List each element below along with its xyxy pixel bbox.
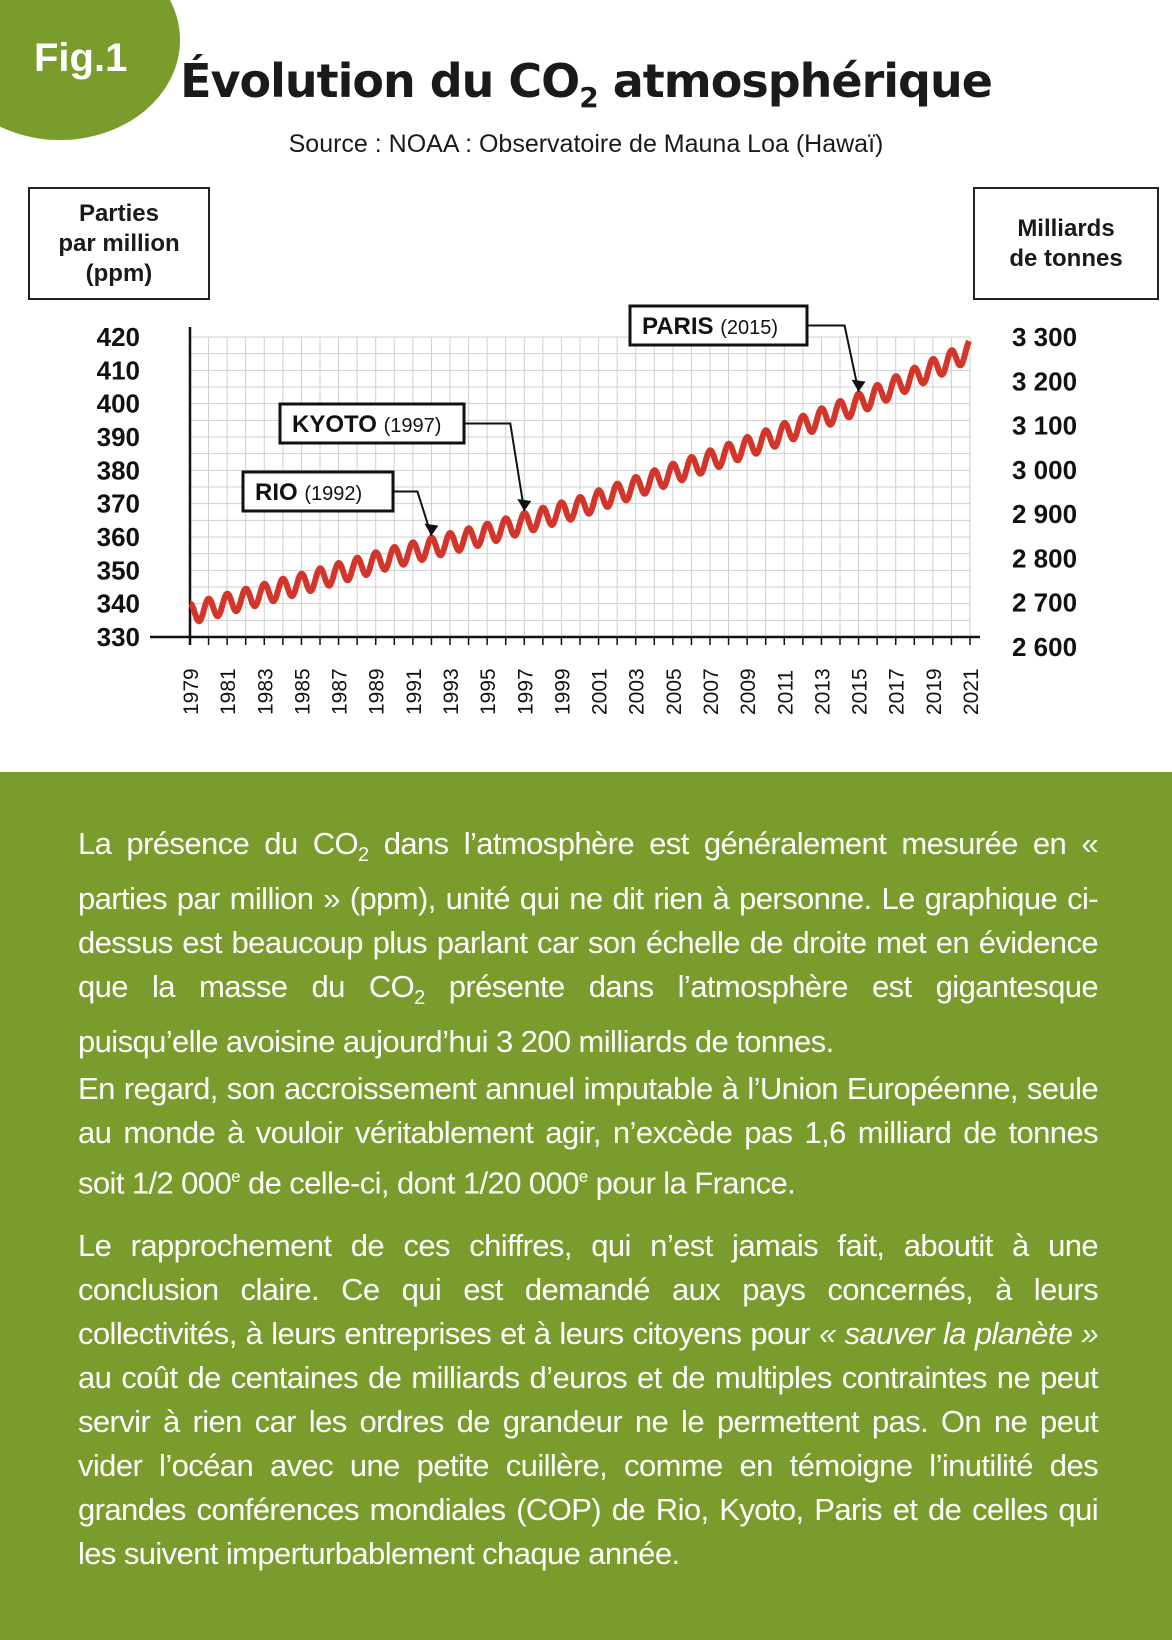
p1-part-c: présente dans l’atmosphère est gigantesque puisqu’elle avoisine aujourd’hui 3 200 milliards de tonnes. — [78, 969, 1098, 1060]
p1-part-a: La présence du CO — [78, 826, 359, 861]
annotation-arrowhead-rio — [424, 524, 438, 536]
y-right-tick-label: 2 800 — [1012, 543, 1078, 574]
y-right-tick-label: 3 200 — [1012, 366, 1078, 397]
x-tick-label: 2021 — [960, 668, 983, 715]
y-tick-label: 370 — [96, 488, 140, 519]
y-right-tick-label: 2 700 — [1012, 587, 1078, 618]
p3-part-a: Le rapprochement de ces chiffres, qui n’est jamais fait, aboutit à une conclusion claire. Ce qui est demandé aux pays concernés, à leurs collectivités, à leurs entreprises et à leurs citoyens pour — [78, 1228, 1098, 1351]
x-tick-label: 2001 — [588, 668, 612, 715]
x-tick-label: 2011 — [774, 669, 798, 715]
p3-emphasis: « sauver la planète » — [819, 1316, 1098, 1351]
p1-subscript-2: 2 — [414, 987, 425, 1010]
y-tick-label: 410 — [96, 355, 140, 386]
y-right-tick-label: 3 300 — [1012, 322, 1078, 352]
paragraph-3 — [78, 1224, 1098, 1576]
annotation-arrow-rio — [393, 492, 431, 536]
y-right-tick-label: 2 600 — [1012, 632, 1078, 662]
p2-part-c: pour la France. — [587, 1165, 796, 1201]
p1-subscript-1: 2 — [358, 844, 369, 867]
annotation-label-kyoto: KYOTO (1997) — [292, 411, 442, 438]
paragraph-2 — [78, 1067, 1098, 1205]
right-unit-line-1: Milliards — [1017, 214, 1115, 242]
x-tick-label: 2003 — [625, 668, 649, 715]
figure-label: Fig.1 — [34, 36, 128, 80]
y-tick-label: 330 — [96, 622, 140, 652]
chart-source: Source : NOAA : Observatoire de Mauna Loa (Hawaï) — [288, 130, 884, 158]
x-tick-label: 2019 — [922, 668, 946, 715]
x-tick-label: 2015 — [848, 668, 872, 715]
x-tick-label: 2009 — [737, 668, 761, 715]
title-end: atmosphérique — [597, 54, 992, 108]
x-tick-label: 1987 — [328, 668, 352, 715]
y-tick-label: 390 — [96, 422, 140, 452]
right-unit-line-2: de tonnes — [1009, 244, 1123, 272]
x-tick-label: 2017 — [885, 668, 909, 715]
annotation-arrow-paris — [807, 326, 859, 392]
annotation-arrowhead-paris — [852, 380, 866, 392]
p1-part-b: dans l’atmosphère est généralement mesurée en « parties par million » (ppm), unité qui ne dit rien à personne. Le graphique ci-dessus est beaucoup plus parlant car son échelle de droite met en évidence que la masse du CO — [78, 826, 1098, 1005]
title-subscript: 2 — [579, 81, 598, 115]
x-tick-label: 1979 — [180, 668, 203, 715]
x-tick-label: 1989 — [365, 668, 389, 715]
x-tick-label: 2005 — [662, 668, 686, 715]
x-tick-label: 1991 — [402, 668, 426, 715]
co2-line-chart — [0, 300, 1172, 740]
annotation-arrowhead-kyoto — [517, 499, 531, 511]
x-tick-label: 1995 — [477, 668, 501, 715]
title-main: Évolution du CO — [180, 54, 580, 108]
x-tick-label: 1983 — [254, 668, 278, 715]
x-tick-label: 2007 — [700, 668, 723, 715]
y-tick-label: 360 — [96, 522, 140, 552]
y-tick-label: 380 — [96, 455, 140, 486]
x-tick-label: 1985 — [291, 668, 315, 715]
left-unit-line-2: par million — [58, 229, 180, 257]
annotation-label-paris: PARIS (2015) — [642, 313, 779, 340]
y-right-tick-label: 3 100 — [1012, 410, 1078, 441]
chart-title — [0, 54, 1172, 114]
p2-part-b: de celle-ci, dont 1/20 000 — [239, 1165, 579, 1201]
text-panel — [0, 772, 1172, 1640]
p2-superscript-2: e — [578, 1167, 588, 1186]
y-tick-label: 400 — [96, 388, 140, 419]
left-axis-unit-box — [28, 187, 210, 300]
y-tick-label: 350 — [96, 555, 140, 586]
right-axis-unit-box — [973, 187, 1159, 300]
y-tick-label: 340 — [96, 588, 140, 619]
y-right-tick-label: 3 000 — [1012, 454, 1078, 485]
annotation-label-rio: RIO (1992) — [255, 479, 363, 506]
p2-part-a: En regard, son accroissement annuel imputable à l’Union Européenne, seule au monde à vouloir véritablement agir, n’excède pas 1,6 milliard de tonnes soit 1/2 000 — [78, 1071, 1098, 1201]
x-tick-label: 1993 — [440, 668, 463, 715]
y-tick-label: 420 — [96, 322, 140, 352]
p3-part-b: au coût de centaines de milliards d’euros et de multiples contraintes ne peut servir à rien car les ordres de grandeur ne le permettent pas. On ne peut vider l’océan avec une petite cuillère, comme en témoigne l’inutilité des grandes conférences mondiales (COP) de Rio, Kyoto, Paris et de celles qui les suivent imperturbablement chaque année. — [78, 1360, 1098, 1571]
y-right-tick-label: 2 900 — [1012, 499, 1078, 530]
x-tick-label: 2013 — [811, 668, 835, 715]
p2-superscript-1: e — [231, 1167, 240, 1186]
paragraph-1 — [78, 822, 1098, 1064]
left-unit-line-3: (ppm) — [85, 259, 153, 287]
x-tick-label: 1981 — [217, 668, 241, 715]
x-tick-label: 1997 — [514, 668, 538, 715]
x-tick-label: 1999 — [551, 668, 575, 715]
left-unit-line-1: Parties — [78, 199, 160, 227]
